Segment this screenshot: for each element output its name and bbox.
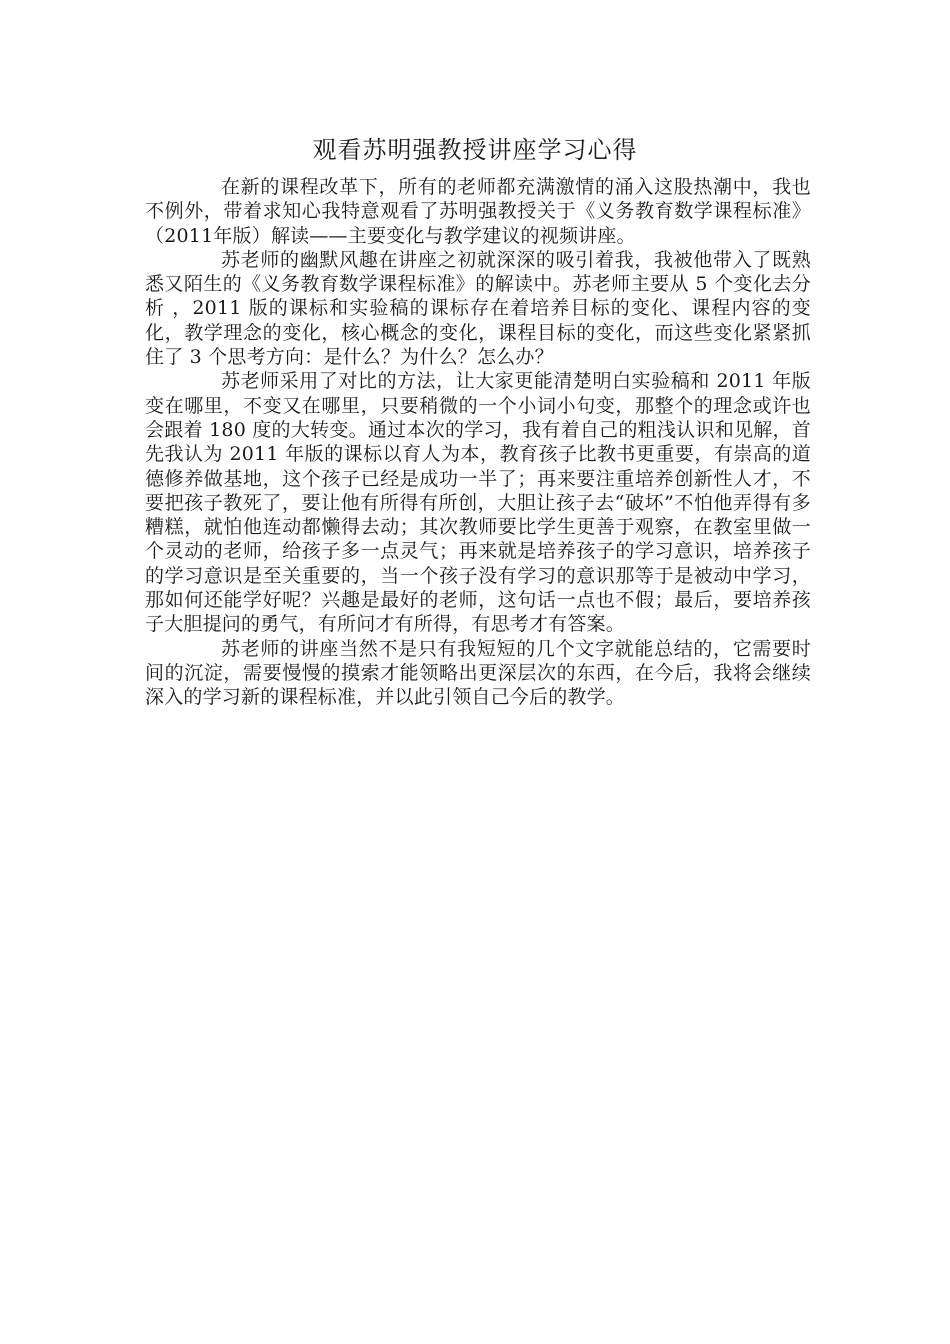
paragraph-4: 苏老师的讲座当然不是只有我短短的几个文字就能总结的，它需要时间的沉淀，需要慢慢的摸索才能领略出更深层次的东西，在今后，我将会继续深入的学习新的课程标准，并以此引领自己今后的教学。 xyxy=(145,637,811,709)
paragraph-1: 在新的课程改革下，所有的老师都充满激情的涌入这股热潮中，我也不例外，带着求知心我特意观看了苏明强教授关于《义务教育数学课程标准》（2011年版）解读——主要变化与教学建议的视频讲座。 xyxy=(145,176,811,247)
paragraph-3: 苏老师采用了对比的方法，让大家更能清楚明白实验稿和 2011 年版变在哪里，不变又在哪里，只要稍微的一个小词小句变，那整个的理念或许也会跟着 180 度的大转变。通过本次的学习，我有着自己的粗浅认识和见解，首先我认为 2011 年版的课标以育人为本，教育孩子比教书更重要，有崇高的道德修养做基地，这个孩子已经是成功一半了；再来要注重培养创新性人才，不要把孩子教死了，要让他有所得有所创，大胆让孩子去“破坏”不怕他弄得有多糟糕，就怕他连动都懒得去动；其次教师要比学生更善于观察，在教室里做一个灵动的老师，给孩子多一点灵气；再来就是培养孩子的学习意识，培养孩子的学习意识是至关重要的，当一个孩子没有学习的意识那等于是被动中学习，那如何还能学好呢？兴趣是最好的老师，这句话一点也不假；最后，要培养孩子大胆提问的勇气，有所问才有所得，有思考才有答案。 xyxy=(145,370,811,636)
document-title: 观看苏明强教授讲座学习心得 xyxy=(312,136,638,164)
document-body xyxy=(145,175,811,710)
paragraph-2: 苏老师的幽默风趣在讲座之初就深深的吸引着我，我被他带入了既熟悉又陌生的《义务教育数学课程标准》的解读中。苏老师主要从 5 个变化去分析 ，2011 版的课标和实验稿的课标存在着培养目标的变化、课程内容的变化，教学理念的变化，核心概念的变化，课程目标的变化，而这些变化紧紧抓住了 3 个思考方向：是什么？为什么？怎么办？ xyxy=(145,248,811,369)
